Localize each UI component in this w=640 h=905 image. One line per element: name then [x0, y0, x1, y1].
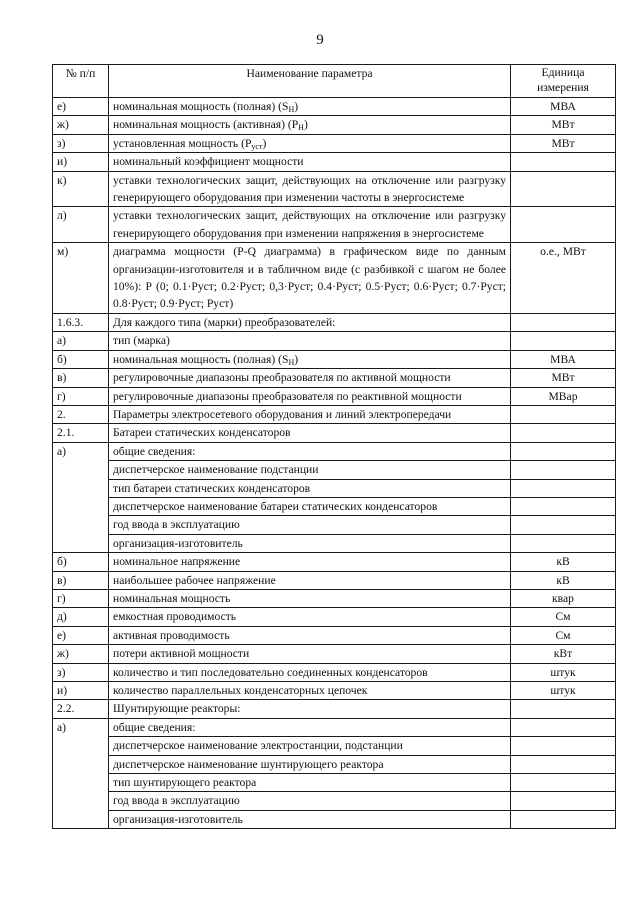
row-number: ж): [53, 116, 109, 134]
row-number: м): [53, 243, 109, 314]
row-parameter: диаграмма мощности (P-Q диаграмма) в графическом виде по данным организации-изготовителя и в табличном виде (с разбивкой с шагом не более 10%): Р (0; 0.1·Руст; 0.2·Руст; 0,3·Руст; 0.4·Руст; 0.5·Руст; 0.6·Руст; 0.7·Руст; 0.8·Руст; 0.9·Руст; Руст): [109, 243, 511, 314]
row-unit: [511, 171, 616, 207]
row-parameter: Параметры электросетевого оборудования и линий электропередачи: [109, 405, 511, 423]
table-row: [53, 243, 616, 314]
table-row: [53, 116, 616, 134]
row-parameter: диспетчерское наименование подстанции: [109, 461, 511, 479]
row-parameter: номинальная мощность: [109, 589, 511, 607]
row-parameter: тип шунтирующего реактора: [109, 774, 511, 792]
row-unit: [511, 479, 616, 497]
row-unit: См: [511, 608, 616, 626]
row-parameter: общие сведения:: [109, 718, 511, 736]
row-parameter: емкостная проводимость: [109, 608, 511, 626]
table-row: [53, 553, 616, 571]
table-row: [53, 571, 616, 589]
row-unit: штук: [511, 663, 616, 681]
row-number: г): [53, 387, 109, 405]
row-unit: [511, 755, 616, 773]
row-number: в): [53, 571, 109, 589]
table-row: [53, 589, 616, 607]
row-number: и): [53, 153, 109, 171]
row-parameter: количество параллельных конденсаторных цепочек: [109, 682, 511, 700]
row-number: е): [53, 626, 109, 644]
row-parameter: потери активной мощности: [109, 645, 511, 663]
row-parameter: регулировочные диапазоны преобразователя по активной мощности: [109, 369, 511, 387]
table-row: [53, 153, 616, 171]
table-row: [53, 737, 616, 755]
row-number: к): [53, 171, 109, 207]
table-row: [53, 700, 616, 718]
table-row: [53, 608, 616, 626]
row-unit: [511, 792, 616, 810]
row-unit: [511, 497, 616, 515]
row-parameter: Батареи статических конденсаторов: [109, 424, 511, 442]
row-parameter: количество и тип последовательно соединенных конденсаторов: [109, 663, 511, 681]
table-row: [53, 810, 616, 828]
row-parameter: установленная мощность $(Р_{уст})$: [109, 134, 511, 152]
table-row: [53, 461, 616, 479]
table-row: [53, 387, 616, 405]
table-row: [53, 332, 616, 350]
row-parameter: общие сведения:: [109, 442, 511, 460]
row-unit: [511, 461, 616, 479]
table-row: [53, 534, 616, 552]
table-row: [53, 516, 616, 534]
row-unit: [511, 516, 616, 534]
row-unit: МВт: [511, 134, 616, 152]
row-number: а): [53, 442, 109, 552]
table-row: [53, 171, 616, 207]
row-unit: МВА: [511, 350, 616, 368]
row-number: г): [53, 589, 109, 607]
row-parameter: организация-изготовитель: [109, 810, 511, 828]
row-unit: [511, 207, 616, 243]
row-parameter: тип (марка): [109, 332, 511, 350]
row-parameter: Шунтирующие реакторы:: [109, 700, 511, 718]
table-row: [53, 350, 616, 368]
row-unit: [511, 442, 616, 460]
table-row: [53, 134, 616, 152]
row-unit: кВ: [511, 553, 616, 571]
row-unit: о.е., МВт: [511, 243, 616, 314]
row-number: а): [53, 718, 109, 828]
row-number: 2.1.: [53, 424, 109, 442]
table-row: [53, 207, 616, 243]
row-number: з): [53, 134, 109, 152]
row-number: ж): [53, 645, 109, 663]
table-row: [53, 774, 616, 792]
table-row: [53, 626, 616, 644]
row-unit: [511, 332, 616, 350]
row-number: л): [53, 207, 109, 243]
row-number: 1.6.3.: [53, 313, 109, 331]
row-parameter: тип батареи статических конденсаторов: [109, 479, 511, 497]
row-parameter: номинальная мощность (полная) $(S_Н)$: [109, 350, 511, 368]
row-unit: [511, 718, 616, 736]
row-number: б): [53, 350, 109, 368]
row-parameter: номинальная мощность (полная) $(S_Н)$: [109, 98, 511, 116]
row-unit: [511, 405, 616, 423]
table-row: [53, 369, 616, 387]
row-parameter: диспетчерское наименование электростанции, подстанции: [109, 737, 511, 755]
table-row: [53, 645, 616, 663]
row-number: а): [53, 332, 109, 350]
row-unit: МВт: [511, 116, 616, 134]
table-row: [53, 663, 616, 681]
row-parameter: уставки технологических защит, действующих на отключение или разгрузку генерирующего оборудования при изменении частоты в энергосистеме: [109, 171, 511, 207]
row-parameter: год ввода в эксплуатацию: [109, 792, 511, 810]
page-number: 9: [316, 32, 324, 48]
row-unit: [511, 774, 616, 792]
header-parameter-name: Наименование параметра: [109, 65, 511, 98]
row-parameter: диспетчерское наименование батареи статических конденсаторов: [109, 497, 511, 515]
row-parameter: регулировочные диапазоны преобразователя по реактивной мощности: [109, 387, 511, 405]
row-unit: квар: [511, 589, 616, 607]
parameters-table: [52, 64, 616, 829]
row-parameter: Для каждого типа (марки) преобразователей:: [109, 313, 511, 331]
row-parameter: номинальная мощность (активная) $(Р_Н)$: [109, 116, 511, 134]
row-number: з): [53, 663, 109, 681]
row-parameter: номинальное напряжение: [109, 553, 511, 571]
row-unit: [511, 534, 616, 552]
row-parameter: год ввода в эксплуатацию: [109, 516, 511, 534]
row-number: и): [53, 682, 109, 700]
table-row: [53, 442, 616, 460]
row-unit: МВА: [511, 98, 616, 116]
row-number: б): [53, 553, 109, 571]
header-unit: Единица измерения: [511, 65, 616, 98]
table-row: [53, 479, 616, 497]
row-unit: См: [511, 626, 616, 644]
row-parameter: номинальный коэффициент мощности: [109, 153, 511, 171]
row-parameter: уставки технологических защит, действующих на отключение или разгрузку генерирующего оборудования при изменении напряжения в энергосистеме: [109, 207, 511, 243]
row-parameter: наибольшее рабочее напряжение: [109, 571, 511, 589]
row-unit: [511, 424, 616, 442]
row-unit: кВ: [511, 571, 616, 589]
table-row: [53, 313, 616, 331]
row-number: в): [53, 369, 109, 387]
row-unit: штук: [511, 682, 616, 700]
row-parameter: диспетчерское наименование шунтирующего реактора: [109, 755, 511, 773]
row-number: 2.2.: [53, 700, 109, 718]
row-unit: [511, 737, 616, 755]
table-row: [53, 98, 616, 116]
table-row: [53, 682, 616, 700]
row-unit: [511, 313, 616, 331]
row-parameter: организация-изготовитель: [109, 534, 511, 552]
table-row: [53, 755, 616, 773]
table-row: [53, 405, 616, 423]
table-row: [53, 497, 616, 515]
row-parameter: активная проводимость: [109, 626, 511, 644]
row-unit: [511, 700, 616, 718]
row-unit: МВар: [511, 387, 616, 405]
table-header-row: [53, 65, 616, 98]
header-number: № п/п: [53, 65, 109, 98]
row-number: 2.: [53, 405, 109, 423]
row-unit: МВт: [511, 369, 616, 387]
table-row: [53, 792, 616, 810]
table-row: [53, 718, 616, 736]
row-number: е): [53, 98, 109, 116]
row-unit: [511, 153, 616, 171]
row-unit: кВт: [511, 645, 616, 663]
row-number: д): [53, 608, 109, 626]
table-row: [53, 424, 616, 442]
row-unit: [511, 810, 616, 828]
